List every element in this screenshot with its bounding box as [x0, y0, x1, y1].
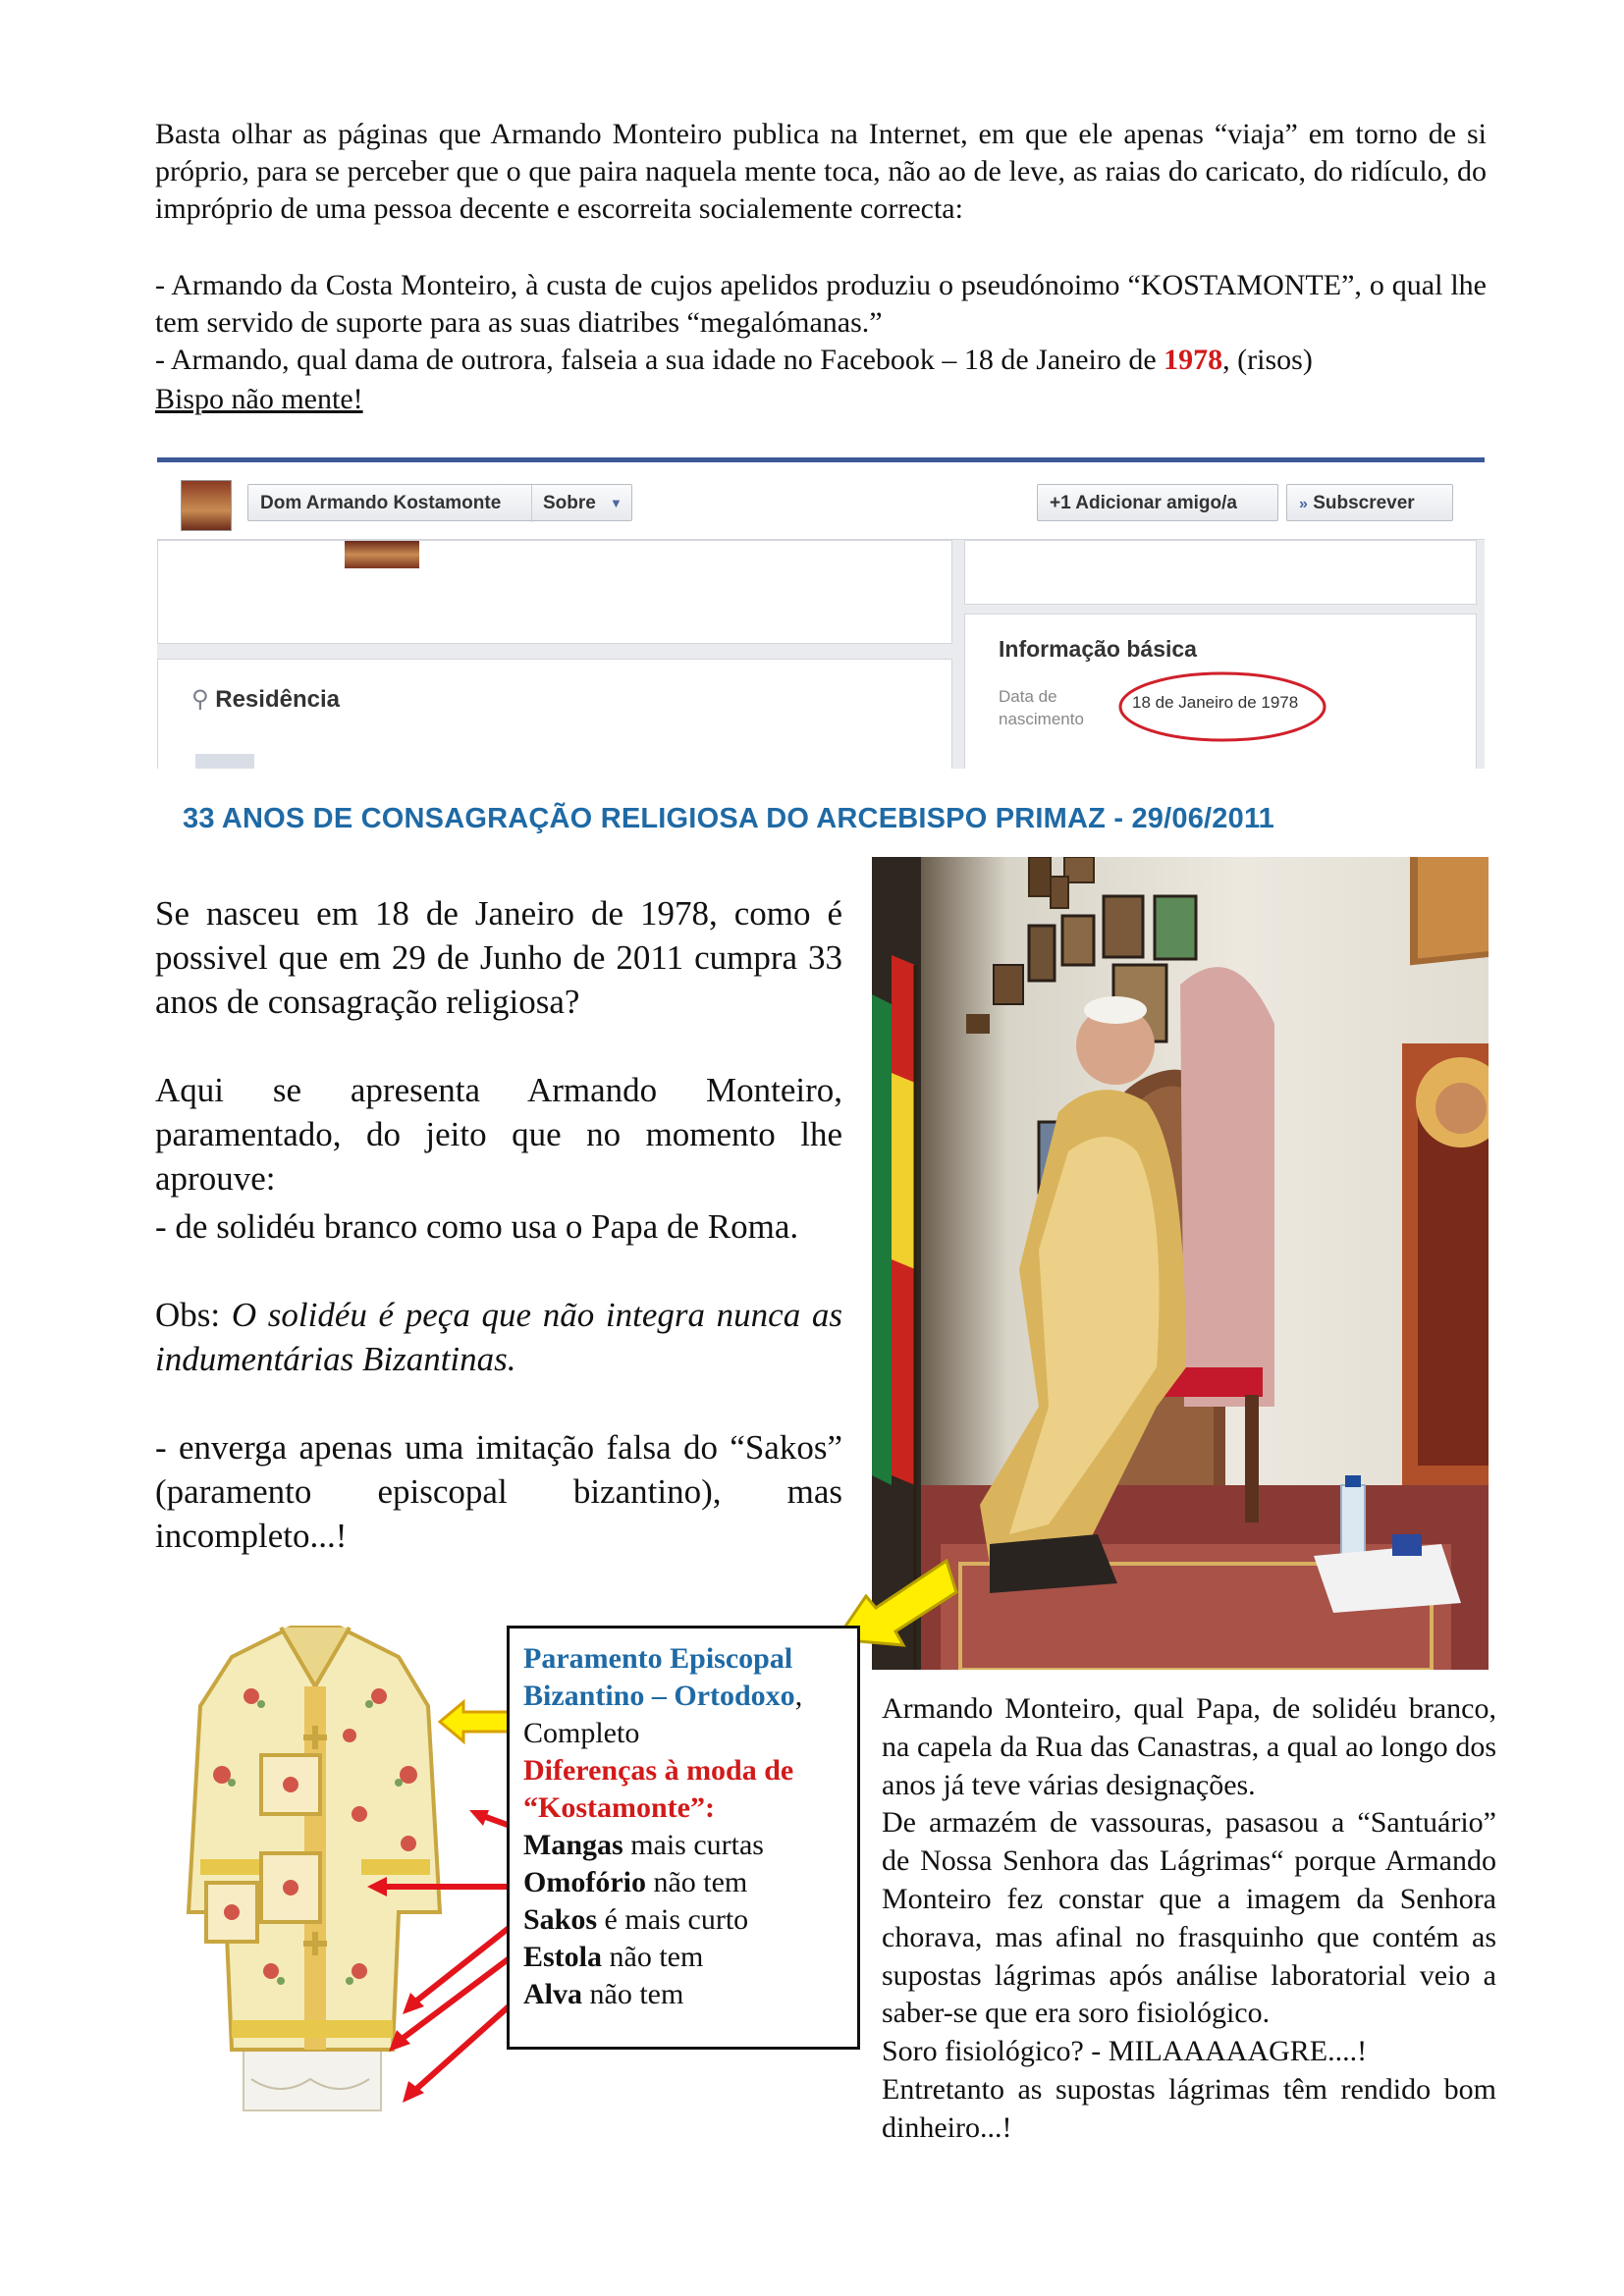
- intro-paragraph-3-text: - Armando, qual dama de outrora, falseia a sua idade no Facebook – 18 de Janeiro de: [155, 344, 1164, 376]
- photo-strip: [345, 541, 419, 568]
- box-item-stole: Estola não tem: [523, 1941, 704, 1973]
- basic-info-card: [964, 614, 1477, 769]
- yellow-left-arrow-icon: [438, 1698, 513, 1745]
- vestment-comparison-box: [507, 1626, 860, 2050]
- photo-caption: [882, 1690, 1496, 2148]
- caption-paragraph-2: De armazém de vassouras, pasasou a “Santuário” de Nossa Senhora das Lágrimas“ porque Armando Monteiro fez constar que a imagem da Senhora chorava, mas afinal no frasquinho que contém as supostas lágrimas após análise laboratorial veio a saber-se que era soro fisiológico.: [882, 1806, 1496, 2030]
- add-friend-button[interactable]: +1 Adicionar amigo/a: [1037, 484, 1278, 521]
- box-diff-line-2: “Kostamonte”:: [523, 1791, 715, 1824]
- profile-name-button[interactable]: [247, 484, 632, 521]
- caption-paragraph-3: Soro fisiológico? - MILAAAAAGRE....!: [882, 2035, 1368, 2068]
- intro-paragraph-2: - Armando da Costa Monteiro, à custa de cujos apelidos produziu o pseudónoimo “KOSTAMONTE”, o qual lhe tem servido de suporte para as suas diatribes “megalómanas.”: [155, 269, 1487, 339]
- subscribe-button[interactable]: [1286, 484, 1453, 521]
- facebook-screenshot: [157, 457, 1485, 769]
- box-complete-label: Completo: [523, 1717, 640, 1749]
- box-title-line-2: Bizantino – Ortodoxo: [523, 1680, 795, 1712]
- residence-title: Residência: [215, 686, 340, 713]
- skullcap-paragraph: - de solidéu branco como usa o Papa de Roma.: [155, 1207, 799, 1246]
- location-pin-icon: ⚲: [191, 686, 209, 713]
- residence-thumb: [195, 754, 254, 769]
- box-diff-line-1: Diferenças à moda de: [523, 1754, 794, 1787]
- box-item-alb: Alva não tem: [523, 1978, 684, 2010]
- presentation-paragraph: Aqui se apresenta Armando Monteiro, paramentado, do jeito que no momento lhe aprouve:: [155, 1071, 842, 1198]
- box-item-omophorion: Omofório não tem: [523, 1866, 748, 1898]
- year-highlight: 1978: [1164, 344, 1223, 376]
- obs-label: Obs:: [155, 1296, 232, 1334]
- profile-name-label: Dom Armando Kostamonte: [260, 493, 502, 513]
- birth-label-2: nascimento: [999, 710, 1084, 728]
- box-title-line-1: Paramento Episcopal: [523, 1642, 793, 1675]
- facebook-header-bar: [157, 462, 1485, 540]
- question-paragraph: Se nasceu em 18 de Janeiro de 1978, como é possivel que em 29 de Junho de 2011 cumpra 33 anos de consagração religiosa?: [155, 894, 842, 1021]
- rss-icon: »: [1299, 496, 1308, 512]
- box-item-sleeves: Mangas mais curtas: [523, 1829, 764, 1861]
- birth-date-value: 18 de Janeiro de 1978: [1132, 693, 1299, 712]
- basic-info-title: Informação básica: [999, 636, 1197, 662]
- obs-paragraph: [155, 1293, 842, 1381]
- feed-card: [157, 540, 952, 644]
- sakos-paragraph: - enverga apenas uma imitação falsa do “Sakos” (paramento episcopal bizantino), mas incompleto...!: [155, 1428, 842, 1555]
- red-arrows-icon: [353, 1806, 530, 2120]
- box-item-sakos: Sakos é mais curto: [523, 1903, 749, 1936]
- intro-paragraph-3: [155, 342, 1487, 379]
- subscribe-label: Subscrever: [1313, 493, 1415, 513]
- caption-paragraph-1: Armando Monteiro, qual Papa, de solidéu branco, na capela da Rua das Canastras, a qual ao longo dos anos já teve várias designações.: [882, 1692, 1496, 1801]
- sidebar-card-top: [964, 540, 1477, 605]
- section-heading: 33 ANOS DE CONSAGRAÇÃO RELIGIOSA DO ARCEBISPO PRIMAZ - 29/06/2011: [183, 803, 1275, 834]
- caption-paragraph-4: Entretanto as supostas lágrimas têm rendido bom dinheiro...!: [882, 2072, 1496, 2144]
- obs-text: O solidéu é peça que não integra nunca as indumentárias Bizantinas.: [155, 1296, 843, 1378]
- chevron-down-icon: ▼: [610, 496, 623, 510]
- residence-card: [157, 659, 952, 769]
- box-title-comma: ,: [794, 1680, 803, 1712]
- birth-label-1: Data de: [999, 687, 1057, 706]
- about-label: Sobre: [543, 493, 596, 513]
- intro-paragraph-1: Basta olhar as páginas que Armando Monteiro publica na Internet, em que ele apenas “viaja” em torno de si próprio, para se perceber que o que paira naquela mente toca, não ao de leve, as raias do caricato, do ridículo, do impróprio de uma pessoa decente e escorreita socialemente correcta:: [155, 118, 1487, 225]
- intro-paragraph-3-end: , (risos): [1222, 344, 1313, 376]
- chapel-photo: [872, 857, 1489, 1670]
- profile-thumbnail: [181, 480, 232, 531]
- bishop-line: Bispo não mente!: [155, 383, 363, 415]
- red-circle-highlight: [1112, 667, 1332, 746]
